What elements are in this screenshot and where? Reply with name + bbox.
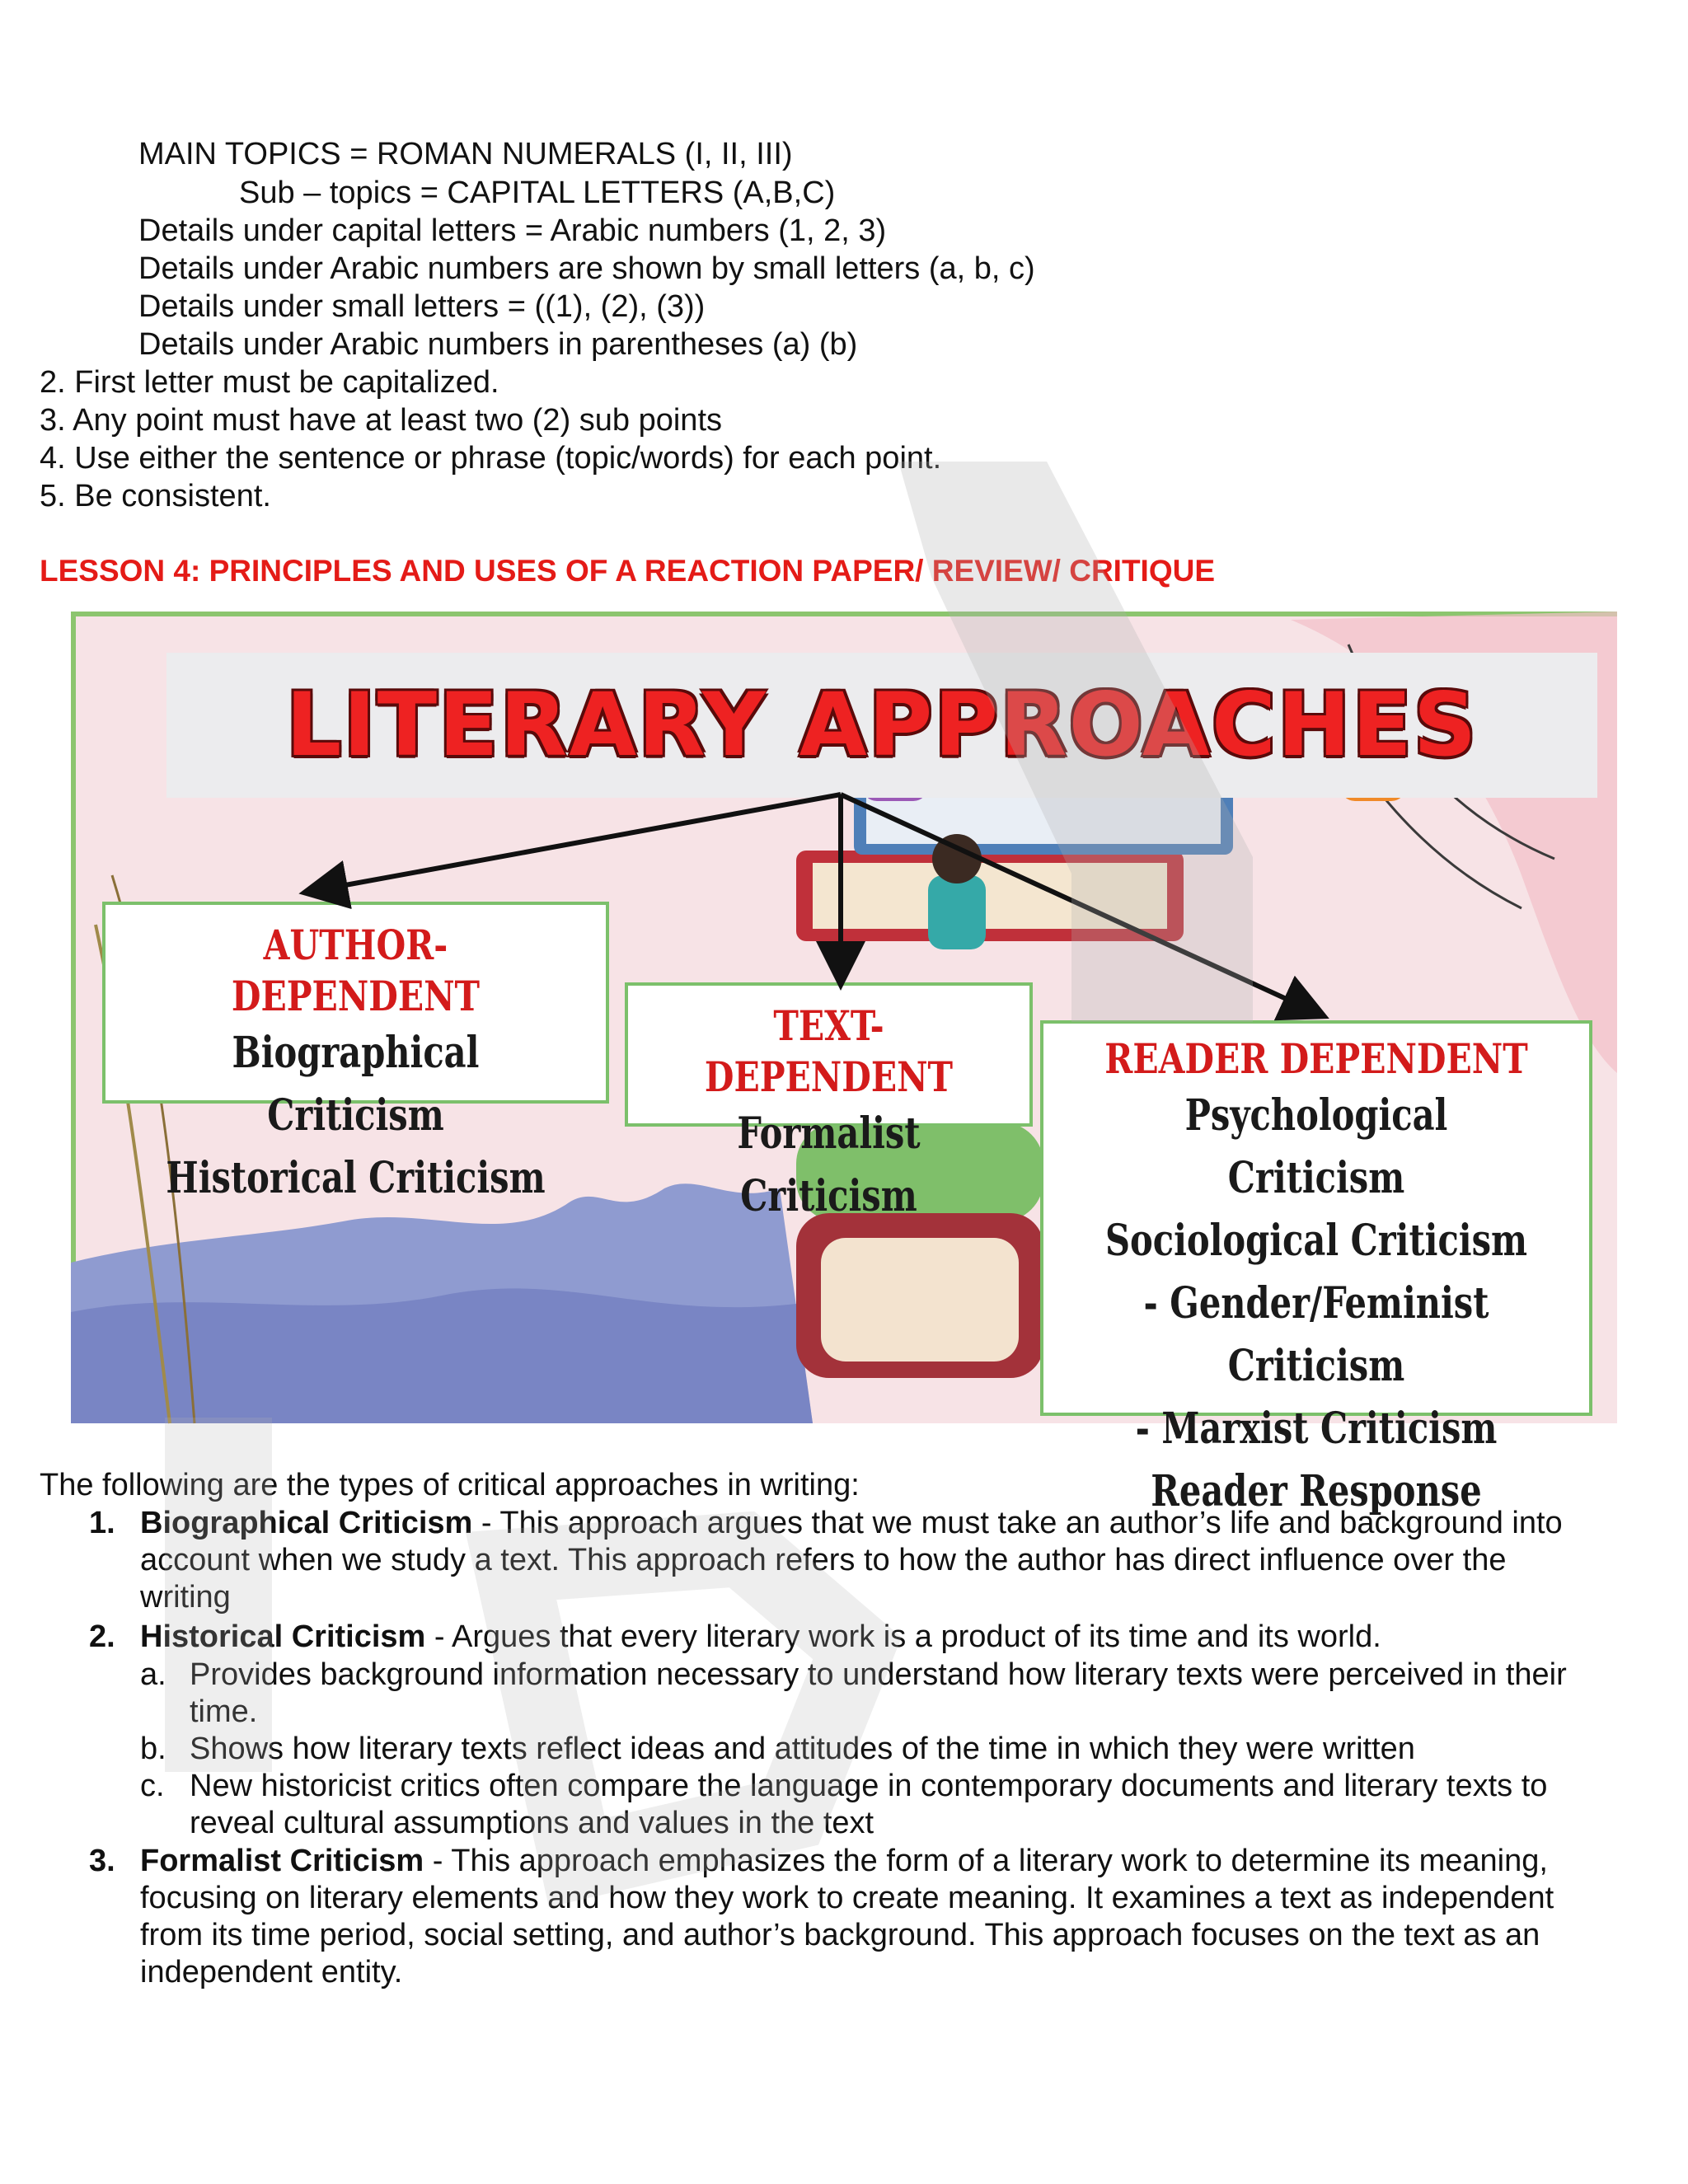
- approach-2-sub-c-line-1: New historicist critics often compare the language in contemporary documents and literary texts to: [190, 1769, 1548, 1803]
- arrow-to-author: [318, 794, 841, 890]
- approach-1-line-2: account when we study a text. This approach refers to how the author has direct influence over the: [140, 1543, 1507, 1577]
- approach-2-sub-c-line-2: reveal cultural assumptions and values in the text: [190, 1806, 874, 1840]
- outline-rule-4: 4. Use either the sentence or phrase (topic/words) for each point.: [40, 441, 942, 476]
- approach-2-number: 2.: [89, 1619, 115, 1654]
- approach-2-sub-b-label: b.: [140, 1732, 166, 1766]
- outline-rule-3: 3. Any point must have at least two (2) sub points: [40, 403, 723, 438]
- outline-rule-2: 2. First letter must be capitalized.: [40, 365, 499, 400]
- outline-level-6: Details under Arabic numbers in parentheses (a) (b): [138, 327, 858, 362]
- approach-1-name: Biographical Criticism: [140, 1506, 473, 1540]
- approach-2-sub-a-line-1: Provides background information necessary to understand how literary texts were perceived in their: [190, 1657, 1567, 1692]
- approach-1-number: 1.: [89, 1506, 115, 1540]
- approach-1-line-3: writing: [140, 1580, 231, 1615]
- outline-level-2: Sub – topics = CAPITAL LETTERS (A,B,C): [239, 176, 836, 210]
- reader-item-psychological: Psychological Criticism: [1184, 1090, 1448, 1203]
- text-item-formalist: Formalist Criticism: [737, 1108, 921, 1221]
- approach-2-name: Historical Criticism: [140, 1619, 426, 1654]
- approach-2-sub-b-line-1: Shows how literary texts reflect ideas and attitudes of the time in which they were written: [190, 1732, 1415, 1766]
- approach-2-sub-c-label: c.: [140, 1769, 165, 1803]
- text-dependent-heading: TEXT-DEPENDENT: [704, 1001, 954, 1101]
- approach-3-line-3: from its time period, social setting, and author’s background. This approach focuses on the text as an: [140, 1918, 1540, 1952]
- author-item-biographical: Biographical Criticism: [232, 1028, 480, 1141]
- approach-2-line-1: Historical Criticism - Argues that every literary work is a product of its time and its world.: [140, 1619, 1381, 1654]
- outline-rule-5: 5. Be consistent.: [40, 479, 271, 513]
- connector-arrows: [71, 612, 1617, 1423]
- arrow-to-reader: [841, 794, 1311, 1010]
- approach-3-line-1: Formalist Criticism - This approach emphasizes the form of a literary work to determine its meaning,: [140, 1844, 1548, 1878]
- approach-3-line-2: focusing on literary elements and how they work to create meaning. It examines a text as independent: [140, 1881, 1554, 1915]
- approach-2-sub-a-label: a.: [140, 1657, 166, 1692]
- outline-level-3: Details under capital letters = Arabic numbers (1, 2, 3): [138, 213, 887, 248]
- approach-2-sub-a-line-2: time.: [190, 1694, 258, 1729]
- lesson-title: LESSON 4: PRINCIPLES AND USES OF A REACTION PAPER/ REVIEW/ CRITIQUE: [40, 554, 1216, 588]
- approach-3-name: Formalist Criticism: [140, 1844, 424, 1878]
- approaches-intro: The following are the types of critical approaches in writing:: [40, 1468, 860, 1502]
- author-dependent-heading: AUTHOR-DEPENDENT: [231, 921, 481, 1020]
- reader-item-feminist: - Gender/Feminist Criticism: [1143, 1278, 1489, 1391]
- reader-item-sociological: Sociological Criticism: [1104, 1216, 1528, 1266]
- reader-dependent-heading: READER DEPENDENT: [1104, 1034, 1528, 1083]
- approach-3-line-4: independent entity.: [140, 1955, 403, 1990]
- approach-3-number: 3.: [89, 1844, 115, 1878]
- approach-1-line-1: Biographical Criticism - This approach argues that we must take an author’s life and background into: [140, 1506, 1563, 1540]
- outline-level-4: Details under Arabic numbers are shown by small letters (a, b, c): [138, 251, 1035, 286]
- figure-title: LITERARY APPROACHES: [285, 674, 1479, 776]
- outline-level-5: Details under small letters = ((1), (2), (3)): [138, 289, 706, 324]
- author-item-historical: Historical Criticism: [166, 1153, 546, 1203]
- outline-level-1: MAIN TOPICS = ROMAN NUMERALS (I, II, III): [138, 137, 793, 171]
- reader-item-response: Reader Response: [1151, 1466, 1482, 1516]
- reader-item-marxist: - Marxist Criticism: [1135, 1404, 1498, 1454]
